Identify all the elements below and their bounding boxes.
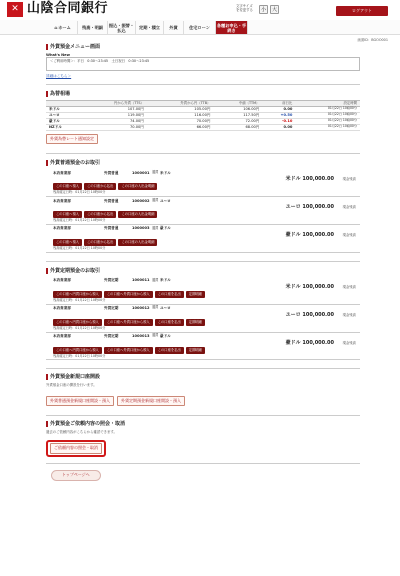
account-block	[46, 277, 360, 305]
rate-ttm: 68.00円	[213, 124, 262, 130]
whats-new-text: ＜ご利用時間＞：平日 0:30〜23:45 土日祝日 0:30〜23:45	[50, 59, 150, 64]
divider	[46, 261, 360, 262]
nav-foreign-currency[interactable]: 外貨	[164, 21, 184, 34]
account-action-button[interactable]: この口座へ預入	[53, 239, 82, 246]
rates-col-ttb: 外貨から円（TTB）	[147, 100, 214, 106]
account-currency: 豪ドル	[160, 226, 171, 231]
account-amount: 米ドル 100,000.00	[285, 176, 334, 183]
account-block	[46, 197, 360, 225]
account-number: 1000013	[132, 333, 150, 338]
account-header	[46, 305, 360, 312]
account-action-button[interactable]: この口座へ円貨口座から預入	[53, 319, 102, 326]
screen-id: 画面ID：BGOO001	[357, 38, 388, 42]
rate-time: 01月22日 10時00分	[295, 118, 360, 124]
account-amount-row	[46, 176, 360, 183]
new-account-title: 外貨預金新規口座開設	[46, 374, 360, 380]
account-block	[46, 305, 360, 333]
account-header	[46, 333, 360, 340]
top-page-button[interactable]: トップページへ	[51, 470, 101, 481]
account-action-button[interactable]: この口座へ外貨口座から預入	[104, 319, 153, 326]
new-account-desc: 外貨預金口座の開設を行います。	[46, 383, 97, 388]
rate-currency: 豪ドル	[46, 118, 81, 124]
account-action-button[interactable]: この口座へ円貨口座から預入	[53, 347, 102, 354]
account-action-button[interactable]: この口座へ外貨口座から預入	[104, 347, 153, 354]
account-number: 1000002	[132, 198, 150, 203]
account-amount: ユーロ 100,000.00	[285, 204, 334, 211]
fixed-title: 外貨定期預金のお取引	[46, 268, 360, 274]
account-action-button[interactable]: この口座の入出金明細	[118, 239, 157, 246]
account-type: 外貨定期	[104, 306, 119, 311]
account-actions	[46, 347, 360, 354]
global-nav	[0, 20, 400, 35]
divider	[46, 84, 360, 85]
account-block	[46, 225, 360, 253]
bank-logo-icon: ✕	[7, 2, 23, 17]
account-amount-unit: 現金残高	[342, 177, 356, 182]
account-actions	[46, 291, 360, 298]
account-block	[46, 333, 360, 361]
page-title: 外貨預金メニュー画面	[46, 44, 360, 50]
account-amount-row	[46, 340, 360, 347]
account-balance-date: 残高確定日時：01月22日 10時00分	[53, 218, 106, 223]
divider	[46, 153, 360, 154]
font-small-button[interactable]: 小	[260, 7, 266, 13]
rates-col-ttm: 中値（TTM）	[213, 100, 262, 106]
rates-col-time: 設定時間	[295, 100, 360, 106]
whats-new-details-link[interactable]: 詳細はこちら＞	[46, 74, 72, 79]
account-tag: 通貨	[152, 170, 159, 174]
rate-tts: 107.00円	[81, 106, 147, 112]
account-type: 外貨定期	[104, 278, 119, 283]
account-number: 1000001	[132, 170, 150, 175]
account-balance-date: 残高確定日時：01月22日 10時00分	[53, 325, 106, 330]
account-header	[46, 197, 360, 204]
rate-currency: NZドル	[46, 124, 81, 130]
account-branch: 本店営業部	[53, 226, 71, 231]
rate-tts: 70.00円	[81, 124, 147, 130]
nav-home[interactable]: ⌂ ホーム	[48, 21, 78, 34]
account-branch: 本店営業部	[53, 170, 71, 175]
account-action-button[interactable]: この口座から払出	[84, 239, 116, 246]
account-currency: ユーロ	[160, 198, 171, 203]
rate-diff: +0.50	[262, 112, 295, 118]
account-currency: ユーロ	[160, 306, 171, 311]
divider	[46, 415, 360, 416]
account-amount: 豪ドル 100,000.00	[285, 339, 334, 346]
account-amount-unit: 現金残高	[342, 205, 356, 210]
account-balance-date: 残高確定日時：01月22日 10時00分	[53, 246, 106, 251]
inquiry-highlight	[46, 440, 106, 457]
account-balance-date: 残高確定日時：01月22日 10時00分	[53, 190, 106, 195]
account-action-button[interactable]: この口座を払出	[155, 291, 184, 298]
inquiry-button[interactable]: ご依頼内容の照会・取消	[50, 443, 102, 454]
rates-col-diff: 前日比	[262, 100, 295, 106]
account-action-button[interactable]: この口座へ円貨口座から預入	[53, 291, 102, 298]
rate-diff: 0.00	[262, 106, 295, 112]
account-type: 外貨普通	[104, 198, 119, 203]
nav-home-loan[interactable]: 住宅ローン	[184, 21, 216, 34]
open-fixed-account-button[interactable]: 外貨定期預金新規口座開設・預入	[117, 396, 185, 407]
rate-time: 01月22日 10時00分	[295, 112, 360, 118]
account-actions	[46, 319, 360, 326]
main-content	[46, 44, 360, 481]
nav-applications[interactable]: 各種お申込・手続き	[216, 22, 247, 33]
account-branch: 本店営業部	[53, 198, 71, 203]
account-tag: 通貨	[152, 277, 159, 282]
font-size-label: 文字サイズを変更する	[236, 4, 253, 12]
account-amount: ユーロ 100,000.00	[285, 311, 334, 318]
account-amount-row	[46, 204, 360, 211]
rate-tts: 74.00円	[81, 118, 147, 124]
rate-ttb: 116.00円	[147, 112, 214, 118]
nav-fixed-deposit[interactable]: 定期・積立	[136, 21, 164, 34]
account-action-button[interactable]: この口座から払出	[84, 211, 116, 218]
bank-name: 山陰合同銀行	[27, 1, 109, 16]
account-amount-row	[46, 312, 360, 319]
account-amount: 豪ドル 100,000.00	[285, 232, 334, 239]
rates-title: 為替相場	[46, 91, 360, 97]
account-amount-unit: 現金残高	[342, 312, 356, 317]
account-action-button[interactable]: 定期明細	[186, 291, 205, 298]
rate-ttm: 117.50円	[213, 112, 262, 118]
account-action-button[interactable]: この口座を払出	[155, 347, 184, 354]
rate-ttm: 72.00円	[213, 118, 262, 124]
rate-ttb: 70.00円	[147, 118, 214, 124]
rate-ttm: 106.00円	[213, 106, 262, 112]
account-type: 外貨普通	[104, 170, 119, 175]
ordinary-account-list	[46, 169, 360, 253]
account-action-button[interactable]: この口座の入出金明細	[118, 211, 157, 218]
account-amount-unit: 現金残高	[342, 284, 356, 289]
account-number: 1000011	[132, 278, 150, 283]
nav-transfer[interactable]: 振込・振替・払込	[108, 22, 135, 33]
account-branch: 本店営業部	[53, 333, 71, 338]
account-currency: 米ドル	[160, 170, 171, 175]
divider	[46, 368, 360, 369]
account-amount-unit: 現金残高	[342, 340, 356, 345]
rate-row	[46, 124, 360, 130]
account-currency: 豪ドル	[160, 333, 171, 338]
rate-ttb: 66.00円	[147, 124, 214, 130]
account-currency: 米ドル	[160, 278, 171, 283]
nav-balance[interactable]: 残高・明細	[78, 21, 108, 34]
account-action-button[interactable]: この口座へ預入	[53, 211, 82, 218]
divider	[46, 463, 360, 464]
rate-notify-button[interactable]: 外貨為替レート通知設定	[46, 134, 98, 145]
rate-ttb: 105.00円	[147, 106, 214, 112]
font-large-button[interactable]: 大	[271, 7, 277, 13]
account-action-button[interactable]: この口座の入出金明細	[118, 183, 157, 190]
account-number: 1000012	[132, 306, 150, 311]
account-action-button[interactable]: この口座へ預入	[53, 183, 82, 190]
rate-diff: -0.10	[262, 118, 295, 124]
account-action-button[interactable]: この口座を払出	[155, 319, 184, 326]
account-balance-date: 残高確定日時：01月22日 10時00分	[53, 297, 106, 302]
rate-time: 01月22日 10時00分	[295, 106, 360, 112]
whats-new-box	[46, 57, 360, 71]
account-action-button[interactable]: この口座から払出	[84, 183, 116, 190]
account-tag: 通貨	[152, 305, 159, 310]
account-amount: 米ドル 100,000.00	[285, 283, 334, 290]
account-action-button[interactable]: 定期明細	[186, 347, 205, 354]
account-balance-date: 残高確定日時：01月22日 10時00分	[53, 353, 106, 358]
account-amount-row	[46, 232, 360, 239]
rate-tts: 119.00円	[81, 112, 147, 118]
open-ordinary-account-button[interactable]: 外貨普通預金新規口座開設・預入	[46, 396, 114, 407]
account-branch: 本店営業部	[53, 306, 71, 311]
rate-diff: 0.00	[262, 124, 295, 130]
account-tag: 通貨	[152, 333, 159, 338]
rate-time: 01月22日 10時00分	[295, 124, 360, 130]
account-amount-unit: 現金残高	[342, 233, 356, 238]
home-icon: ⌂	[54, 25, 58, 30]
rate-currency: 米ドル	[46, 106, 81, 112]
account-action-button[interactable]: 定期明細	[186, 319, 205, 326]
fixed-account-list	[46, 277, 360, 361]
header	[0, 0, 400, 20]
inquiry-desc: 過去のご依頼内容がこちらから確認できます。	[46, 430, 117, 435]
account-type: 外貨普通	[104, 226, 119, 231]
account-number: 1000003	[132, 226, 150, 231]
logout-button[interactable]: ログアウト	[336, 6, 388, 16]
rates-table	[46, 100, 360, 131]
whats-new-heading: What's New	[46, 53, 70, 57]
account-tag: 通貨	[152, 197, 159, 202]
rates-col-tts: 円から外貨（TTS）	[81, 100, 147, 106]
ordinary-title: 外貨普通預金のお取引	[46, 160, 360, 166]
account-type: 外貨定期	[104, 333, 119, 338]
rate-currency: ユーロ	[46, 112, 81, 118]
inquiry-title: 外貨預金ご依頼内容の照会・取消	[46, 421, 360, 427]
account-branch: 本店営業部	[53, 278, 71, 283]
account-amount-row	[46, 284, 360, 291]
account-action-button[interactable]: この口座へ外貨口座から預入	[104, 291, 153, 298]
account-header	[46, 277, 360, 284]
account-tag: 通貨	[152, 225, 159, 230]
account-block	[46, 169, 360, 197]
